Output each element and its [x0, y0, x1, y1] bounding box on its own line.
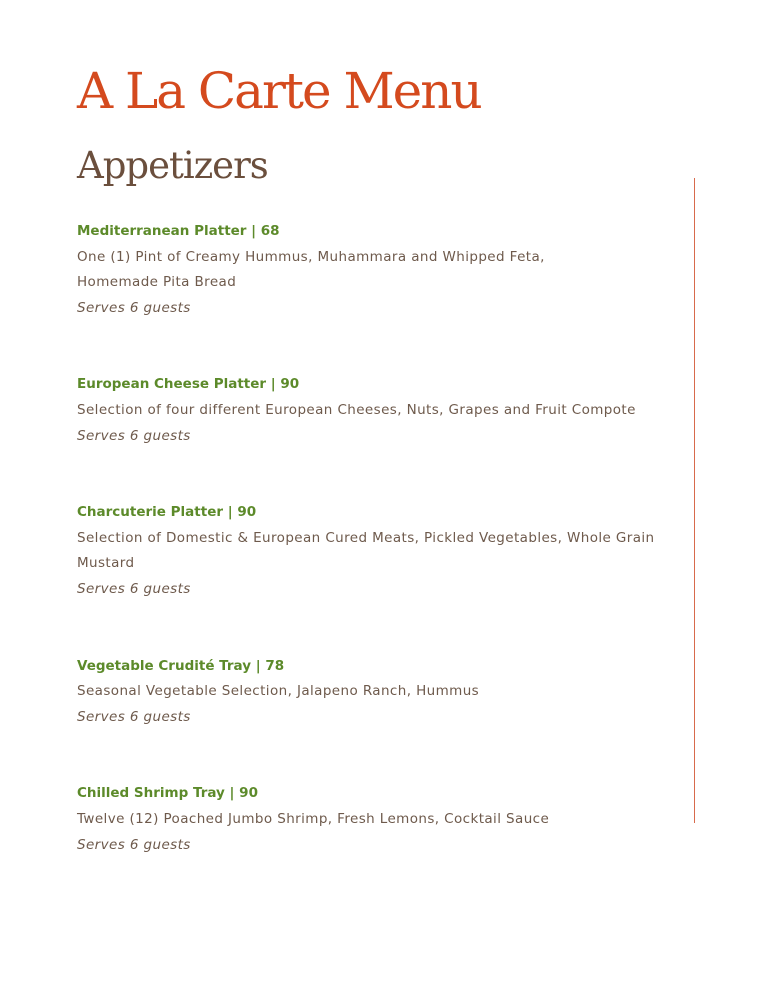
menu-item-description [77, 526, 677, 577]
menu-item-title: Mediterranean Platter | 68 [77, 223, 280, 239]
menu-item-serves: Serves 6 guests [77, 299, 191, 316]
menu-item-serves: Serves 6 guests [77, 580, 191, 597]
menu-item-description [77, 807, 677, 833]
menu-item-serves: Serves 6 guests [77, 708, 191, 725]
menu-item-description [77, 679, 677, 705]
menu-item-vegetable-crudite-tray [77, 654, 677, 731]
description-line: Homemade Pita Bread [77, 274, 237, 291]
section-title-appetizers: Appetizers [77, 144, 268, 187]
menu-item-title: Vegetable Crudité Tray | 78 [77, 657, 285, 674]
description-line: One (1) Pint of Creamy Hummus, Muhammara and Whipped Feta, [77, 248, 545, 265]
menu-item-european-cheese-platter [77, 372, 677, 449]
description-line: Seasonal Vegetable Selection, Jalapeno Ranch, Hummus [77, 683, 480, 700]
menu-item-title: Charcuterie Platter | 90 [77, 504, 257, 521]
description-line: Twelve (12) Poached Jumbo Shrimp, Fresh Lemons, Cocktail Sauce [77, 810, 550, 827]
description-line: Selection of four different European Cheeses, Nuts, Grapes and Fruit Compote [77, 401, 636, 418]
description-line: Selection of Domestic & European Cured Meats, Pickled Vegetables, Whole Grain [77, 529, 655, 546]
menu-items-list [77, 219, 677, 858]
menu-item-description [77, 245, 677, 296]
menu-item-charcuterie-platter [77, 500, 677, 602]
menu-item-mediterranean-platter [77, 219, 677, 321]
menu-item-description [77, 398, 677, 424]
menu-item-title: Chilled Shrimp Tray | 90 [77, 785, 258, 802]
menu-item-chilled-shrimp-tray [77, 781, 677, 858]
menu-item-serves: Serves 6 guests [77, 836, 191, 853]
vertical-divider [694, 178, 695, 823]
description-line: Mustard [77, 555, 135, 572]
menu-title: A La Carte Menu [77, 62, 481, 120]
menu-item-serves: Serves 6 guests [77, 427, 191, 444]
menu-item-title: European Cheese Platter | 90 [77, 376, 300, 393]
